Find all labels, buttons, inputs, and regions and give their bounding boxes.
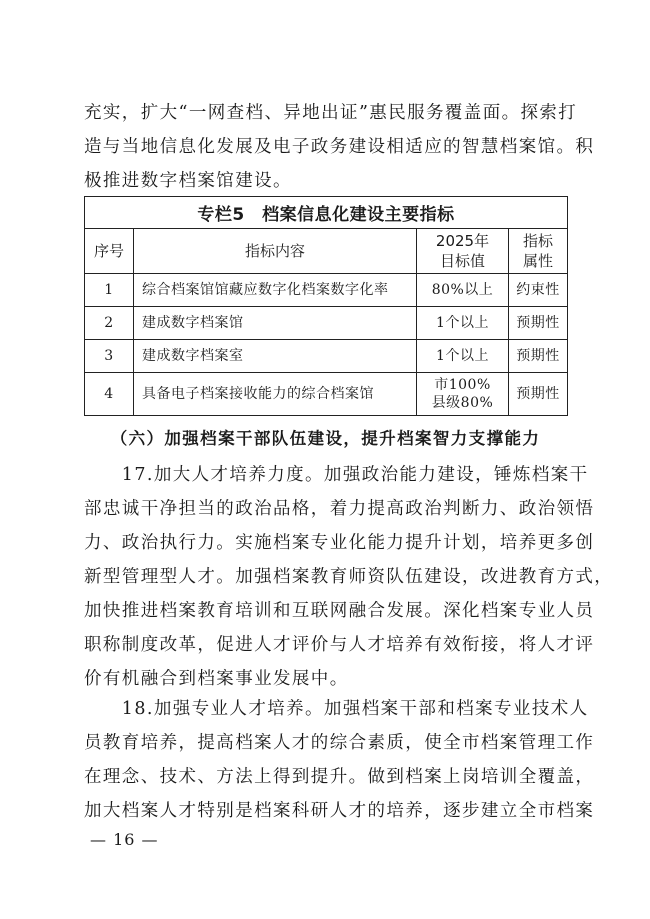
section-heading: （六）加强档案干部队伍建设，提升档案智力支撑能力 (110, 429, 541, 448)
header-target-line1: 2025年 (435, 232, 490, 250)
row-attr: 预期性 (509, 340, 568, 373)
row-seq: 2 (85, 307, 134, 340)
page-number: — 16 — (90, 830, 159, 849)
row-attr: 预期性 (509, 373, 568, 416)
text-line: 加快推进档案教育培训和互联网融合发展。深化档案专业人员 (84, 601, 595, 621)
paragraph-17 (84, 458, 614, 696)
row-target-line2: 县级80% (431, 395, 494, 411)
paragraph-18 (84, 692, 595, 828)
table-caption-row (85, 197, 568, 229)
text-line: 新型管理型人才。加强档案教育师资队伍建设，改进教育方式， (84, 567, 614, 587)
header-target (417, 229, 509, 274)
header-target-line2: 目标值 (439, 252, 485, 270)
row-content: 综合档案馆馆藏应数字化档案数字化率 (134, 274, 417, 307)
text-line: 员教育培养，提高档案人才的综合素质，使全市档案管理工作 (84, 733, 595, 753)
table-caption: 专栏5 档案信息化建设主要指标 (85, 197, 568, 229)
table-row (85, 373, 568, 416)
row-content: 具备电子档案接收能力的综合档案馆 (134, 373, 417, 416)
header-attr (509, 229, 568, 274)
table-row (85, 307, 568, 340)
row-attr: 约束性 (509, 274, 568, 307)
header-seq: 序号 (85, 229, 134, 274)
text-line: 职称制度改革，促进人才评价与人才培养有效衔接，将人才评 (84, 635, 595, 655)
row-target: 1个以上 (417, 307, 509, 340)
row-seq: 3 (85, 340, 134, 373)
row-seq: 1 (85, 274, 134, 307)
text-line: 在理念、技术、方法上得到提升。做到档案上岗培训全覆盖， (84, 767, 595, 787)
intro-paragraph (84, 96, 595, 198)
table-row (85, 274, 568, 307)
row-target-line1: 市100% (434, 377, 491, 393)
row-attr: 预期性 (509, 307, 568, 340)
table-row (85, 340, 568, 373)
indicator-table (84, 196, 568, 416)
row-content: 建成数字档案室 (134, 340, 417, 373)
text-line: 加大档案人才特别是档案科研人才的培养，逐步建立全市档案 (84, 801, 595, 821)
row-target: 80%以上 (417, 274, 509, 307)
row-seq: 4 (85, 373, 134, 416)
text-line: 18.加强专业人才培养。加强档案干部和档案专业技术人 (84, 699, 589, 719)
table-header-row (85, 229, 568, 274)
text-line: 17.加大人才培养力度。加强政治能力建设，锤炼档案干 (84, 465, 589, 485)
row-content: 建成数字档案馆 (134, 307, 417, 340)
indicator-table-container (84, 196, 567, 416)
header-attr-line1: 指标 (523, 232, 554, 250)
header-content: 指标内容 (134, 229, 417, 274)
row-target (417, 373, 509, 416)
text-line: 价有机融合到档案事业发展中。 (84, 669, 349, 689)
text-line: 充实，扩大“一网查档、异地出证”惠民服务覆盖面。探索打 (84, 103, 578, 123)
row-target: 1个以上 (417, 340, 509, 373)
text-line: 部忠诚干净担当的政治品格，着力提高政治判断力、政治领悟 (84, 499, 595, 519)
text-line: 造与当地信息化发展及电子政务建设相适应的智慧档案馆。积 (84, 137, 595, 157)
text-line: 力、政治执行力。实施档案专业化能力提升计划，培养更多创 (84, 533, 595, 553)
text-line: 极推进数字档案馆建设。 (84, 171, 292, 191)
header-attr-line2: 属性 (523, 252, 554, 270)
